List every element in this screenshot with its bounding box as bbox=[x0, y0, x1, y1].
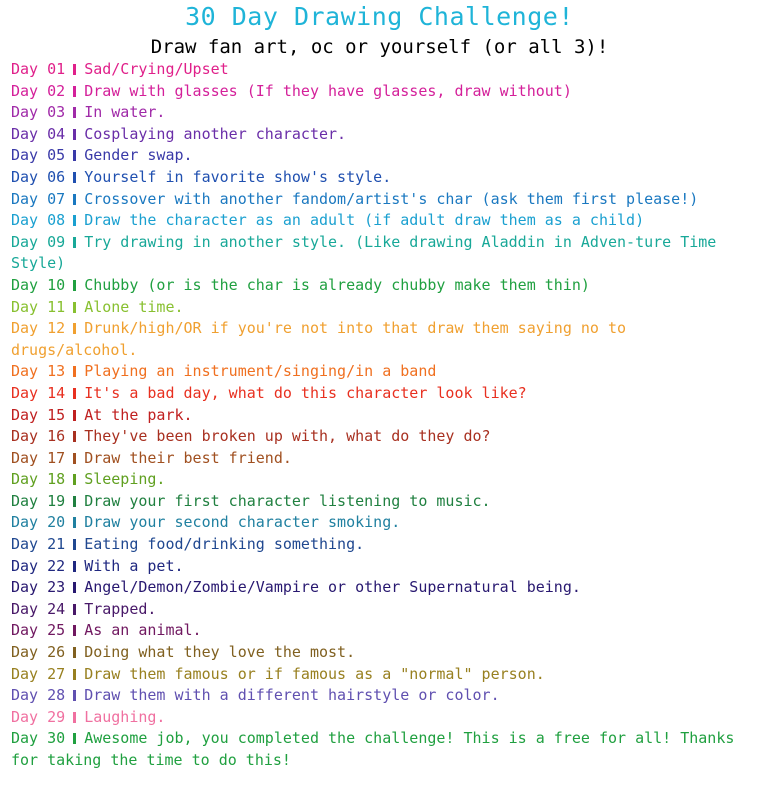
day-number: Day 28 bbox=[11, 686, 66, 705]
day-number: Day 17 bbox=[11, 448, 66, 467]
day-item bbox=[11, 426, 756, 448]
challenge-list bbox=[11, 59, 756, 772]
day-prompt: Gender swap. bbox=[84, 146, 193, 165]
day-item bbox=[11, 491, 756, 513]
day-item bbox=[11, 145, 756, 167]
day-number: Day 06 bbox=[11, 167, 66, 186]
day-prompt: Yourself in favorite show's style. bbox=[84, 167, 392, 186]
day-number: Day 04 bbox=[11, 124, 66, 143]
separator-bar bbox=[73, 280, 76, 291]
day-item bbox=[11, 534, 756, 556]
separator-bar bbox=[73, 647, 76, 658]
day-item bbox=[11, 642, 756, 664]
day-prompt: Crossover with another fandom/artist's char (ask them first please!) bbox=[84, 189, 699, 208]
day-item bbox=[11, 664, 756, 686]
separator-bar bbox=[73, 474, 76, 485]
separator-bar bbox=[73, 453, 76, 464]
separator-bar bbox=[73, 302, 76, 313]
separator-bar bbox=[73, 388, 76, 399]
day-number: Day 27 bbox=[11, 664, 66, 683]
day-prompt: Awesome job, you completed the challenge! This is a free for all! Thanks for taking the time to do this! bbox=[11, 729, 735, 769]
day-prompt: Draw their best friend. bbox=[84, 448, 292, 467]
day-prompt: Drunk/high/OR if you're not into that draw them saying no to drugs/alcohol. bbox=[11, 319, 627, 359]
day-prompt: Trapped. bbox=[84, 599, 157, 618]
separator-bar bbox=[73, 129, 76, 140]
day-number: Day 16 bbox=[11, 427, 66, 446]
separator-bar bbox=[73, 561, 76, 572]
day-number: Day 09 bbox=[11, 232, 66, 251]
day-prompt: Cosplaying another character. bbox=[84, 124, 347, 143]
day-prompt: As an animal. bbox=[84, 621, 202, 640]
separator-bar bbox=[73, 237, 76, 248]
separator-bar bbox=[73, 64, 76, 75]
day-item bbox=[11, 297, 756, 319]
day-number: Day 08 bbox=[11, 211, 66, 230]
day-prompt: Draw with glasses (If they have glasses, draw without) bbox=[84, 81, 572, 100]
separator-bar bbox=[73, 733, 76, 744]
separator-bar bbox=[73, 604, 76, 615]
day-number: Day 07 bbox=[11, 189, 66, 208]
separator-bar bbox=[73, 625, 76, 636]
separator-bar bbox=[73, 150, 76, 161]
page-subtitle: Draw fan art, oc or yourself (or all 3)! bbox=[150, 36, 609, 58]
day-item bbox=[11, 448, 756, 470]
day-number: Day 01 bbox=[11, 60, 66, 78]
day-number: Day 05 bbox=[11, 146, 66, 165]
day-number: Day 19 bbox=[11, 491, 66, 510]
day-number: Day 23 bbox=[11, 578, 66, 597]
day-item bbox=[11, 189, 756, 211]
day-prompt: Chubby (or is the char is already chubby make them thin) bbox=[84, 275, 590, 294]
day-prompt: Doing what they love the most. bbox=[84, 643, 356, 662]
day-item bbox=[11, 167, 756, 189]
day-prompt: Draw the character as an adult (if adult draw them as a child) bbox=[84, 211, 645, 230]
day-item bbox=[11, 81, 756, 103]
day-item bbox=[11, 232, 756, 275]
separator-bar bbox=[73, 410, 76, 421]
day-prompt: Angel/Demon/Zombie/Vampire or other Supernatural being. bbox=[84, 578, 581, 597]
day-item bbox=[11, 685, 756, 707]
separator-bar bbox=[73, 669, 76, 680]
day-number: Day 10 bbox=[11, 275, 66, 294]
day-number: Day 22 bbox=[11, 556, 66, 575]
day-prompt: Draw them with a different hairstyle or color. bbox=[84, 686, 500, 705]
separator-bar bbox=[73, 107, 76, 118]
day-number: Day 30 bbox=[11, 729, 66, 748]
day-prompt: Alone time. bbox=[84, 297, 184, 316]
separator-bar bbox=[73, 496, 76, 507]
day-item bbox=[11, 405, 756, 427]
day-prompt: Try drawing in another style. (Like drawing Aladdin in Adven-ture Time Style) bbox=[11, 232, 717, 273]
separator-bar bbox=[73, 86, 76, 97]
day-item bbox=[11, 577, 756, 599]
day-prompt: At the park. bbox=[84, 405, 193, 424]
day-item bbox=[11, 383, 756, 405]
day-item bbox=[11, 318, 756, 361]
day-number: Day 02 bbox=[11, 81, 66, 100]
day-prompt: Draw your first character listening to music. bbox=[84, 491, 491, 510]
day-item bbox=[11, 361, 756, 383]
day-item bbox=[11, 59, 756, 81]
day-item bbox=[11, 599, 756, 621]
day-number: Day 13 bbox=[11, 362, 66, 381]
day-number: Day 03 bbox=[11, 103, 66, 122]
day-item bbox=[11, 210, 756, 232]
day-item bbox=[11, 707, 756, 729]
day-number: Day 14 bbox=[11, 383, 66, 402]
day-number: Day 12 bbox=[11, 319, 66, 338]
separator-bar bbox=[73, 323, 76, 334]
day-number: Day 25 bbox=[11, 621, 66, 640]
day-prompt: They've been broken up with, what do they do? bbox=[84, 427, 491, 446]
day-prompt: Draw them famous or if famous as a "normal" person. bbox=[84, 664, 545, 683]
day-prompt: Eating food/drinking something. bbox=[84, 535, 365, 554]
separator-bar bbox=[73, 690, 76, 701]
separator-bar bbox=[73, 366, 76, 377]
day-item bbox=[11, 556, 756, 578]
separator-bar bbox=[73, 582, 76, 593]
day-prompt: With a pet. bbox=[84, 556, 184, 575]
day-prompt: Sleeping. bbox=[84, 470, 166, 489]
day-item bbox=[11, 469, 756, 491]
day-item bbox=[11, 620, 756, 642]
day-item bbox=[11, 728, 756, 771]
day-number: Day 21 bbox=[11, 535, 66, 554]
separator-bar bbox=[73, 431, 76, 442]
day-item bbox=[11, 275, 756, 297]
separator-bar bbox=[73, 215, 76, 226]
separator-bar bbox=[73, 194, 76, 205]
day-number: Day 15 bbox=[11, 405, 66, 424]
day-number: Day 26 bbox=[11, 643, 66, 662]
separator-bar bbox=[73, 539, 76, 550]
day-number: Day 11 bbox=[11, 297, 66, 316]
day-prompt: Sad/Crying/Upset bbox=[84, 60, 229, 78]
separator-bar bbox=[73, 172, 76, 183]
separator-bar bbox=[73, 517, 76, 528]
day-number: Day 29 bbox=[11, 707, 66, 726]
day-prompt: Playing an instrument/singing/in a band bbox=[84, 362, 437, 381]
day-prompt: Draw your second character smoking. bbox=[84, 513, 401, 532]
day-prompt: It's a bad day, what do this character look like? bbox=[84, 383, 527, 402]
day-number: Day 18 bbox=[11, 470, 66, 489]
day-item bbox=[11, 512, 756, 534]
day-number: Day 24 bbox=[11, 599, 66, 618]
day-number: Day 20 bbox=[11, 513, 66, 532]
day-prompt: In water. bbox=[84, 103, 166, 122]
day-prompt: Laughing. bbox=[84, 707, 166, 726]
day-item bbox=[11, 124, 756, 146]
separator-bar bbox=[73, 712, 76, 723]
page-title: 30 Day Drawing Challenge! bbox=[185, 2, 574, 31]
day-item bbox=[11, 102, 756, 124]
